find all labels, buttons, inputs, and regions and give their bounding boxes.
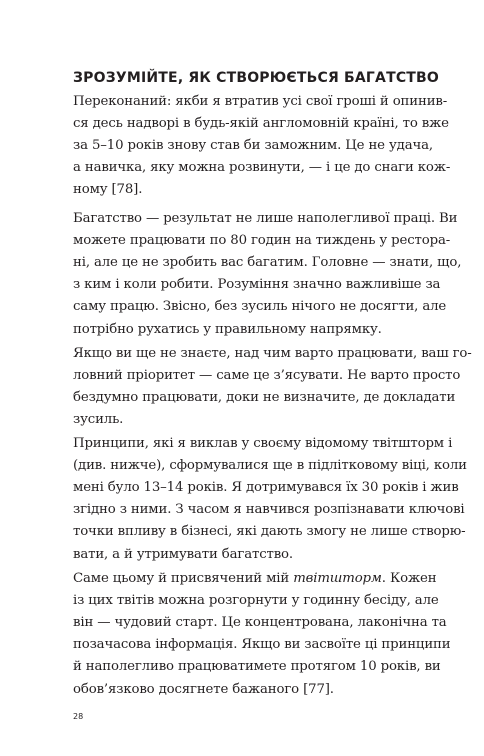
text-line: Багатство — результат не лише наполегливої праці. Ви: [73, 211, 458, 226]
text-line: він — чудовий старт. Це концентрована, лаконічна та: [73, 615, 447, 631]
text-line: ся десь надворі в будь-якій англомовній країні, то вже: [73, 116, 449, 132]
text-line: з ким і коли робити. Розуміння значно важливіше за: [73, 277, 441, 293]
section-heading: ЗРОЗУМІЙТЕ, ЯК СТВОРЮЄТЬСЯ БАГАТСТВО: [73, 70, 440, 86]
text-line: бездумно працювати, доки не визначите, де докладати: [73, 390, 456, 406]
text-line: [73, 570, 437, 588]
text-line: обов’язково досягнете бажаного [77].: [73, 681, 334, 697]
text-line: Принципи, які я виклав у своєму відомому твітшторм і: [73, 436, 453, 451]
text-line: точки впливу в бізнесі, які дають змогу не лише створю-: [73, 524, 466, 540]
text-line: зусиль.: [73, 412, 124, 428]
text-line: згідно з ними. З часом я навчився розпізнавати ключові: [73, 502, 465, 518]
text-line: й наполегливо працюватимете протягом 10 років, ви: [73, 659, 441, 675]
text-line: позачасова інформація. Якщо ви засвоїте ці принципи: [73, 637, 451, 653]
text-line: а навичка, яку можна розвинути, — і це до снаги кож-: [73, 160, 451, 176]
text-line: Якщо ви ще не знаєте, над чим варто працювати, ваш го-: [73, 346, 472, 361]
text-line: за 5–10 років знову став би заможним. Це не удача,: [73, 138, 433, 154]
text-line: саму працю. Звісно, без зусиль нічого не досягти, але: [73, 299, 447, 315]
text-line: можете працювати по 80 годин на тиждень у ресторa-: [73, 233, 451, 249]
text-line: потрібно рухатись у правильному напрямку.: [73, 321, 382, 337]
text-line: Переконаний: якби я втратив усі свої гроші й опинив-: [73, 94, 448, 109]
text-line: вати, а й утримувати багатство.: [73, 546, 293, 562]
text-line: мені було 13–14 років. Я дотримувався їх 30 років і жив: [73, 480, 459, 496]
text-run: . Кожен: [381, 571, 437, 586]
text-run: Саме цьому й присвячений мій: [73, 571, 294, 586]
text-line: ному [78].: [73, 182, 143, 198]
italic-term: твітшторм: [293, 571, 382, 586]
text-line: (див. нижче), сформувалися ще в підлітковому віці, коли: [73, 458, 467, 474]
text-line: ловний пріоритет — саме це з’ясувати. Не варто просто: [73, 368, 461, 384]
text-line: ні, але це не зробить вас багатим. Головне — знати, що,: [73, 255, 462, 271]
text-line: із цих твітів можна розгорнути у годинну бесіду, але: [73, 593, 439, 609]
page-number: 28: [73, 712, 84, 721]
